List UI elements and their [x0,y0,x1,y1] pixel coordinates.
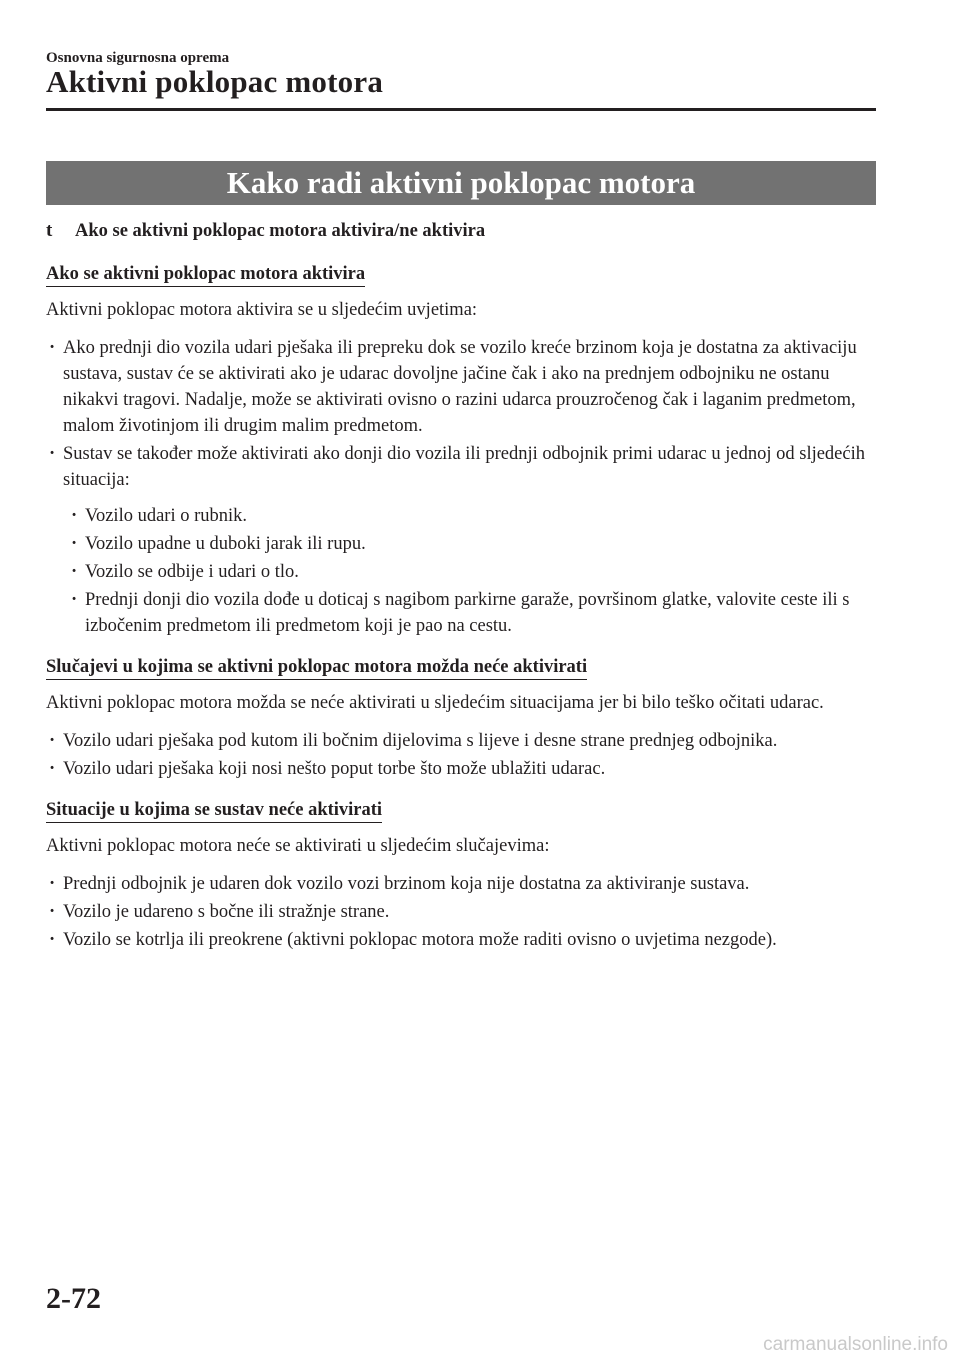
list-item-text: Sustav se također može aktivirati ako donji dio vozila ili prednji odbojnik primi udarac u jednoj od sljedećih situacija: [63,444,865,490]
page-title: Aktivni poklopac motora [46,64,384,99]
list-item: · Ako prednji dio vozila udari pješaka ili prepreku dok se vozilo kreće brzinom koja je dostatna za aktivaciju sustava, sustav će se aktivirati ako je udarac dovoljne jačine čak i ako na prednjem odbojniku ne ostanu nikakvi tragovi. Nadalje, može se aktivirati ovisno o razini udarca prouzročenog čak i laganim predmetom, malom životinjom ili drugim malim predmetom. [46,335,876,439]
sub-list-item: · Vozilo upadne u duboki jarak ili rupu. [46,531,876,557]
list-item: · Vozilo je udareno s bočne ili stražnje strane. [46,899,876,925]
list-item: · Prednji odbojnik je udaren dok vozilo vozi brzinom koja nije dostatna za aktiviranje sustava. [46,871,876,897]
subheading-text: Ako se aktivni poklopac motora aktivira/ne aktivira [75,221,486,241]
list-item: · Vozilo udari pješaka pod kutom ili bočnim dijelovima s lijeve i desne strane prednjeg odbojnika. [46,728,876,754]
list-item: · Vozilo udari pješaka koji nosi nešto poput torbe što može ublažiti udarac. [46,756,876,782]
list-item [46,441,876,639]
sub-list-item: · Vozilo se odbije i udari o tlo. [46,559,876,585]
section3-title: Situacije u kojima se sustav neće aktivirati [46,798,382,823]
subheading [46,218,876,244]
sub-list-item: · Vozilo udari o rubnik. [46,503,876,529]
section1-list [46,335,876,639]
section3-list [46,871,876,953]
section2-intro: Aktivni poklopac motora možda se neće aktivirati u sljedećim situacijama jer bi bilo teško očitati udarac. [46,693,824,713]
header-section-label: Osnovna sigurnosna oprema [46,50,230,66]
list-item: · Vozilo se kotrlja ili preokrene (aktivni poklopac motora može raditi ovisno o uvjetima nezgode). [46,927,876,953]
content [46,218,876,963]
page-number: 2-72 [46,1282,101,1315]
section2-title: Slučajevi u kojima se aktivni poklopac motora možda neće aktivirati [46,655,587,680]
subheading-marker: t [46,220,53,241]
section1-title: Ako se aktivni poklopac motora aktivira [46,262,365,287]
section2-list [46,728,876,782]
sub-list-item: · Prednji donji dio vozila dođe u doticaj s nagibom parkirne garaže, površinom glatke, valovite ceste ili s izbočenim predmetom ili predmetom koji je pao na cestu. [46,587,876,639]
header-rule [46,108,876,111]
section3-intro: Aktivni poklopac motora neće se aktivirati u sljedećim slučajevima: [46,836,550,856]
watermark: carmanualsonline.info [763,1334,948,1355]
section1-intro: Aktivni poklopac motora aktivira se u sljedećim uvjetima: [46,300,478,320]
section1-sublist [46,503,876,639]
section-banner: Kako radi aktivni poklopac motora [46,161,876,205]
